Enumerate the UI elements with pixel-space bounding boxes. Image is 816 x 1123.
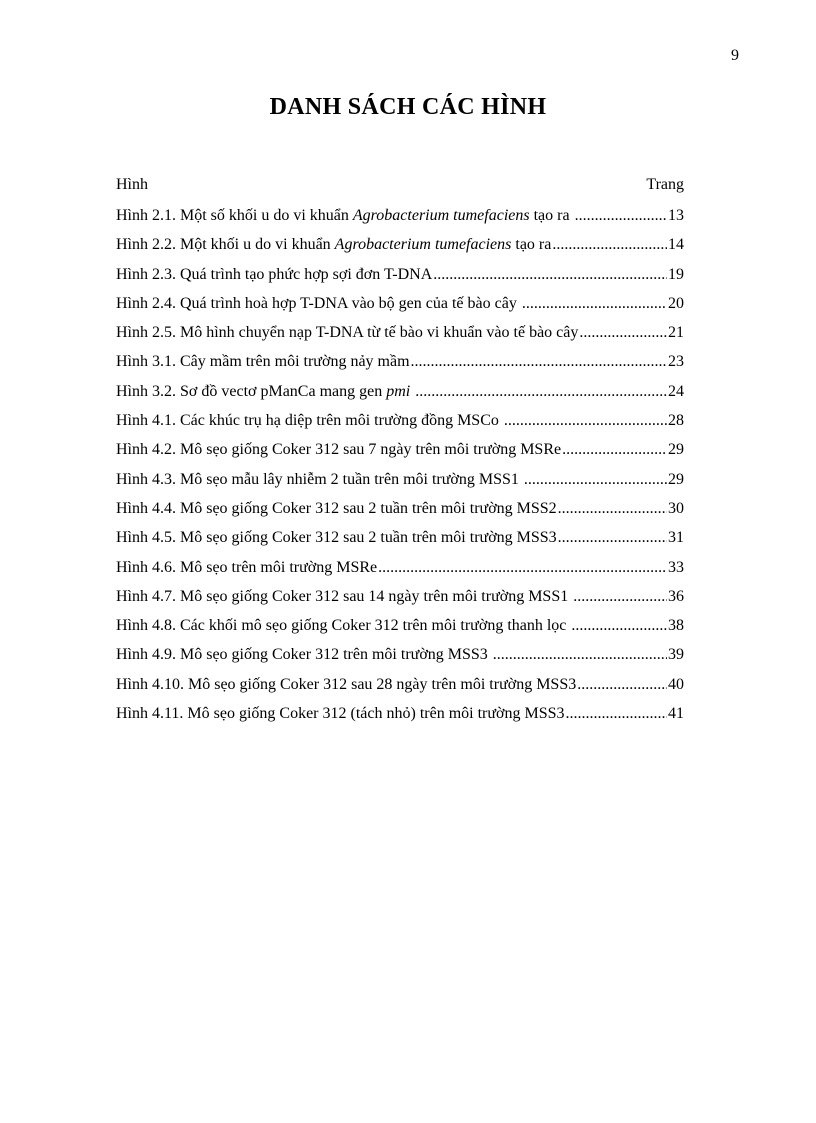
figure-entry-title — [116, 266, 432, 284]
figure-entry-text: Hình 2.3. Quá trình tạo phức hợp sợi đơn T-DNA — [116, 265, 433, 283]
figure-entry-text: Hình 4.6. Mô sẹo trên môi trường MSRe — [116, 558, 378, 576]
dot-leader — [573, 588, 667, 606]
figure-page-number: 20 — [668, 294, 684, 312]
figure-entry-text: Hình 4.1. Các khúc trụ hạ diệp trên môi trường đồng MSCo — [116, 412, 503, 430]
figure-entry-title — [116, 559, 377, 577]
figure-entry[interactable] — [116, 295, 684, 324]
figure-entry-text: Hình 4.9. Mô sẹo giống Coker 312 trên môi trường MSS3 — [116, 646, 492, 664]
figure-entry-text-suffix: tạo ra — [529, 207, 574, 224]
figure-entry-title — [116, 588, 572, 606]
figure-entry-text: Hình 4.7. Mô sẹo giống Coker 312 sau 14 ngày trên môi trường MSS1 — [116, 587, 573, 605]
figure-list — [116, 207, 684, 734]
dot-leader — [558, 529, 667, 547]
figure-entry-text: Hình 2.5. Mô hình chuyển nạp T-DNA từ tế bào vi khuẩn vào tế bào cây — [116, 324, 579, 342]
dot-leader — [524, 471, 667, 489]
figure-page-number: 33 — [668, 558, 684, 576]
figure-page-number: 29 — [668, 441, 684, 459]
dot-leader — [522, 295, 667, 313]
figure-entry-title — [116, 353, 410, 371]
figure-entry-text: Hình 4.4. Mô sẹo giống Coker 312 sau 2 tuần trên môi trường MSS2 — [116, 499, 557, 517]
dot-leader — [571, 617, 667, 635]
figure-entry[interactable] — [116, 236, 684, 265]
figure-entry-italic-text: pmi — [386, 382, 411, 400]
figure-entry[interactable] — [116, 471, 684, 500]
figure-entry-title — [116, 676, 576, 694]
figure-entry-italic-text: Agrobacterium tumefaciens — [334, 236, 512, 254]
figure-entry-title — [116, 412, 503, 430]
figure-entry-text: Hình 4.5. Mô sẹo giống Coker 312 sau 2 tuần trên môi trường MSS3 — [116, 529, 557, 547]
figure-entry-text: Hình 4.10. Mô sẹo giống Coker 312 sau 28 ngày trên môi trường MSS3 — [116, 675, 577, 693]
figure-entry[interactable] — [116, 617, 684, 646]
figure-entry-italic-text: Agrobacterium tumefaciens — [352, 207, 530, 224]
figure-page-number: 19 — [668, 265, 684, 283]
dot-leader — [411, 353, 667, 371]
figure-entry-text: Hình 2.2. Một khối u do vi khuẩn — [116, 236, 335, 254]
figure-entry[interactable] — [116, 383, 684, 412]
figure-entry[interactable] — [116, 353, 684, 382]
figure-entry[interactable] — [116, 588, 684, 617]
figure-page-number: 29 — [668, 470, 684, 488]
figure-entry[interactable] — [116, 646, 684, 675]
figure-page-number: 28 — [668, 412, 684, 430]
header-page-label: Trang — [646, 176, 684, 193]
figure-entry[interactable] — [116, 559, 684, 588]
figure-entry-title — [116, 236, 551, 254]
figure-entry-title — [116, 646, 492, 664]
figure-entry-text-suffix: tạo ra — [511, 236, 552, 254]
figure-entry-title — [116, 705, 565, 723]
figure-entry-text: Hình 2.4. Quá trình hoà hợp T-DNA vào bộ gen của tế bào cây — [116, 294, 521, 312]
figure-entry[interactable] — [116, 412, 684, 441]
dot-leader — [415, 383, 667, 401]
figure-entry-text: Hình 4.11. Mô sẹo giống Coker 312 (tách nhỏ) trên môi trường MSS3 — [116, 705, 565, 723]
dot-leader — [577, 676, 667, 694]
figure-entry[interactable] — [116, 529, 684, 558]
figure-entry-text: Hình 4.2. Mô sẹo giống Coker 312 sau 7 ngày trên môi trường MSRe — [116, 441, 562, 459]
figure-entry-text: Hình 2.1. Một số khối u do vi khuẩn — [116, 207, 353, 224]
figure-page-number: 38 — [668, 617, 684, 635]
dot-leader — [504, 412, 667, 430]
figure-entry-text: Hình 3.1. Cây mầm trên môi trường nảy mầm — [116, 353, 410, 371]
dot-leader — [579, 324, 667, 342]
figure-page-number: 39 — [668, 646, 684, 664]
figure-entry[interactable] — [116, 441, 684, 470]
figure-entry-title — [116, 529, 557, 547]
figure-page-number: 14 — [668, 236, 684, 254]
dot-leader — [493, 646, 667, 664]
figure-page-number: 24 — [668, 382, 684, 400]
figure-page-number: 23 — [668, 353, 684, 371]
figure-entry-title — [116, 441, 561, 459]
toc-header — [116, 176, 684, 194]
figure-entry-title — [116, 500, 557, 518]
figure-entry-text: Hình 4.3. Mô sẹo mẫu lây nhiễm 2 tuần trên môi trường MSS1 — [116, 470, 523, 488]
dot-leader — [558, 500, 667, 518]
figure-entry-title — [116, 295, 521, 313]
figure-page-number: 36 — [668, 587, 684, 605]
figure-page-number: 41 — [668, 705, 684, 723]
page-number: 9 — [731, 47, 739, 64]
dot-leader — [566, 705, 667, 723]
figure-page-number: 31 — [668, 529, 684, 547]
figure-page-number: 21 — [668, 324, 684, 342]
header-figure-label: Hình — [116, 176, 148, 193]
dot-leader — [562, 441, 667, 459]
figure-entry[interactable] — [116, 500, 684, 529]
figure-entry[interactable] — [116, 324, 684, 353]
dot-leader — [378, 559, 667, 577]
page-title: DANH SÁCH CÁC HÌNH — [269, 94, 547, 120]
figure-entry-title — [116, 471, 523, 489]
dot-leader — [552, 236, 667, 254]
figure-entry-text-suffix — [410, 383, 414, 400]
figure-entry[interactable] — [116, 266, 684, 295]
figure-page-number: 13 — [668, 207, 684, 224]
figure-entry-text: Hình 3.2. Sơ đồ vectơ pManCa mang gen — [116, 382, 387, 400]
dot-leader — [575, 207, 667, 225]
figure-entry[interactable] — [116, 676, 684, 705]
figure-entry-title — [116, 324, 578, 342]
dot-leader — [433, 266, 667, 284]
figure-page-number: 30 — [668, 499, 684, 517]
figure-page-number: 40 — [668, 675, 684, 693]
figure-entry-title — [116, 617, 570, 635]
figure-entry[interactable] — [116, 705, 684, 734]
figure-entry-text: Hình 4.8. Các khối mô sẹo giống Coker 312 trên môi trường thanh lọc — [116, 617, 571, 635]
figure-entry[interactable] — [116, 207, 684, 236]
figure-entry-title — [116, 207, 574, 225]
figure-entry-title — [116, 383, 414, 401]
